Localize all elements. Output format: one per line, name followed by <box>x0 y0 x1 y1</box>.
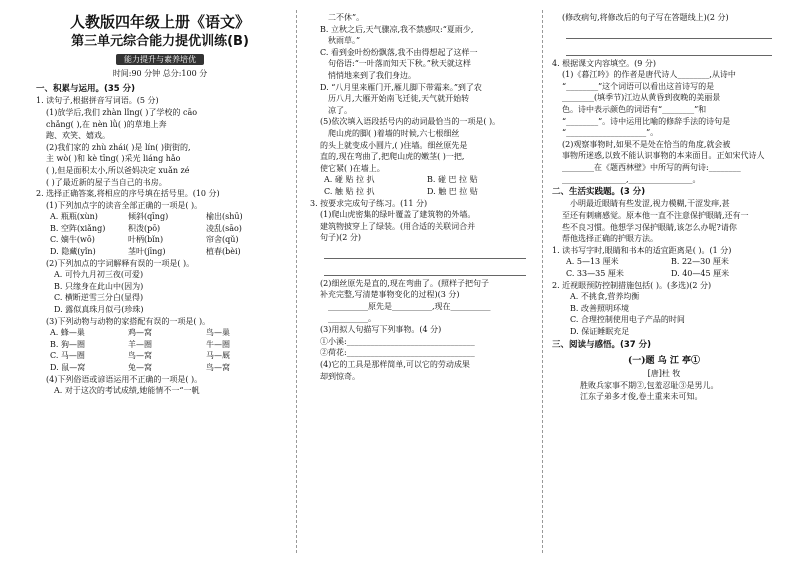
question-text: 小明最近眼睛有些发涩,视力模糊,干涩发痒,甚 <box>570 199 730 209</box>
question-text: ________________,________________。 <box>562 174 701 184</box>
column-left <box>36 12 284 397</box>
choice-option: C. 嫡牛(wō) <box>50 235 95 245</box>
question-text: (2)下列加点的字词解释有误的一项是( )。 <box>46 258 195 268</box>
choice-option: 羊—圈 <box>128 339 152 349</box>
question-text: 却到惊奇。 <box>320 371 360 381</box>
question-text: (2)细丝原先是直的,现在弯曲了。(照样子把句子 <box>320 278 489 288</box>
question-text: (3)下列动物与动物的家搭配有误的一项是( )。 <box>46 316 211 326</box>
section-heading: 一、积累与运用。(35 分) <box>36 84 136 95</box>
option-row <box>552 256 776 268</box>
question-text: “________”这个词语可以看出这首诗写的是 <box>562 81 715 91</box>
question-text: 建筑物披穿上了绿装。(用合适的关联词合并 <box>320 221 476 231</box>
choice-option: C. 马—圈 <box>50 351 85 361</box>
tag-wrap <box>36 54 284 66</box>
question-stem: 1. 读书写字时,眼睛和书本的适宜距离是( )。(1 分) <box>552 245 732 255</box>
choice-option: 鸟—窝 <box>206 363 230 372</box>
choice-option: 倾斜(qīng) <box>128 212 169 222</box>
choice-option: D. 触 巴 拉 贴 <box>427 186 478 196</box>
section-heading: 二、生活实践题。(3 分) <box>552 187 646 198</box>
answer-line[interactable] <box>566 24 772 39</box>
option-row <box>310 186 530 198</box>
question-text: C. 合理控制使用电子产品的时间 <box>570 315 685 325</box>
option-row <box>36 339 284 351</box>
question-text: (4)它的工具是那样简单,可以它的劳动成果 <box>320 360 470 370</box>
poem-title: (一)题 乌 江 亭① <box>628 355 700 366</box>
choice-option: C. 触 贴 拉 扒 <box>324 186 375 196</box>
choice-option: 兔—窝 <box>128 363 152 372</box>
question-text: A. 对于这次的考试成绩,她能情不一“一帆 <box>54 386 200 396</box>
choice-option: D. 40—45 厘米 <box>671 269 730 278</box>
question-text: (修改病句,将修改后的句子写在答题线上)(2 分) <box>562 13 729 22</box>
choice-option: 凌乱(sāo) <box>206 223 242 233</box>
question-text: __________原先是__________,现在__________ <box>328 302 491 312</box>
question-text: chǎng( ),在 nèn lǜ( )的草地上奔 <box>46 119 167 129</box>
question-text: B. 只缘身在此山中(因为) <box>54 281 144 291</box>
option-row <box>36 211 284 223</box>
question-text: “____________________”。 <box>562 128 659 138</box>
question-text: 事物所迷惑,以致不能认识事物的本来面目。正如宋代诗人 <box>562 151 765 161</box>
question-text: (1)下列加点字的读音全部正确的一项是( )。 <box>46 200 203 210</box>
answer-line[interactable] <box>324 244 526 259</box>
question-text: A. 可怜九月初三夜(可爱) <box>54 270 144 280</box>
choice-option: B. 22—30 厘米 <box>671 257 729 267</box>
question-text: (1)爬山虎密集的绿叶覆盖了建筑物的外墙。 <box>320 210 476 220</box>
choice-option: 鸟—窝 <box>128 351 152 361</box>
question-text: 至还有刺痛感觉。原本他一直不注意保护眼睛,还有一 <box>562 211 749 221</box>
question-text: C. 看到金叶纷纷飘落,我不由得想起了这样一 <box>320 47 478 57</box>
question-text: B. 改善照明环境 <box>570 303 629 313</box>
option-row <box>36 350 284 362</box>
poem-line: 胜败兵家事不期②,包羞忍耻③是男儿。 <box>580 380 719 390</box>
question-text: C. 横断逆雪三分白(显得) <box>54 293 144 303</box>
choice-option: 榆出(shū) <box>206 212 243 222</box>
question-text: (2)我们家的 zhù zhái( )是 lín( )街街的, <box>46 142 191 152</box>
question-text: (3)用拟人句描写下列事物。(4 分) <box>320 325 442 335</box>
answer-line[interactable] <box>566 41 772 56</box>
choice-option: 积泼(pō) <box>128 223 161 233</box>
option-row <box>36 246 284 258</box>
question-text: (4)下列俗语或谚语运用不正确的一项是( )。 <box>46 374 203 384</box>
choice-option: 牛—圈 <box>206 339 230 349</box>
choice-option: A. 碰 贴 拉 扒 <box>324 175 375 185</box>
choice-option: B. 空阵(xiǎng) <box>50 223 106 233</box>
question-stem: 3. 按要求完成句子练习。(11 分) <box>310 198 428 208</box>
choice-option: 鸡—窝 <box>128 328 152 338</box>
question-text: 主 wò( )和 kè tīng( )采光 liáng hǎo <box>46 154 181 164</box>
section-heading: 三、阅读与感悟。(37 分) <box>552 339 652 350</box>
option-row <box>36 234 284 246</box>
answer-line[interactable] <box>324 261 526 276</box>
question-text: 句俗语:“一叶落而知天下秋。”秋天就这样 <box>328 59 471 69</box>
question-stem: 4. 根据课文内容填空。(9 分) <box>552 58 657 68</box>
question-text: D. 露似真珠月似弓(珍珠) <box>54 305 144 315</box>
choice-option: 植春(bèi) <box>206 247 241 257</box>
poem-author: [唐]杜 牧 <box>647 368 681 378</box>
question-text: 跑、欢笑、嬉戏。 <box>46 131 110 141</box>
question-text: 爬山虎的脚( )着墙的时候,六七根细丝 <box>328 128 460 138</box>
question-text: ________(填季节)江边从黄昏到夜晚的美丽景 <box>562 93 721 103</box>
question-text: 色。诗中表示颜色的词语有“________”和 <box>562 104 707 114</box>
question-text: B. 立秋之后,天气骤凉,我不禁感叹:“夏雨少, <box>320 24 474 34</box>
question-text: 帮他选择正确的护眼方法。 <box>562 234 658 244</box>
option-row <box>36 362 284 374</box>
column-right <box>552 12 776 403</box>
column-divider <box>296 10 297 553</box>
exam-meta: 时间:90 分钟 总分:100 分 <box>112 69 208 79</box>
choice-option: B. 碰 巴 拉 贴 <box>427 175 478 185</box>
question-text: (2)观察事物时,如果不是处在恰当的角度,就会被 <box>562 139 731 149</box>
question-text: 凉了。 <box>328 105 352 115</box>
question-text: A. 不挑食,营养均衡 <box>570 292 640 302</box>
choice-option: B. 狗—圈 <box>50 339 85 349</box>
question-text: 直的,现在弯曲了,把爬山虎的嫩茎( )一把, <box>320 152 465 162</box>
option-row <box>310 174 530 186</box>
question-text: D. 保证睡眠充足 <box>570 326 630 336</box>
choice-option: D. 隐藏(yǐn) <box>50 247 96 257</box>
page-subtitle: 第三单元综合能力提优训练(B) <box>71 34 249 49</box>
question-text: 历八月,大雁开始南飞迁徙,天气就开始转 <box>328 94 470 104</box>
choice-option: 马—厩 <box>206 351 230 361</box>
question-text: ________在《题西林壁》中所写的两句诗:________ <box>562 162 741 172</box>
choice-option: A. 蜂—巢 <box>50 328 85 338</box>
column-middle <box>310 12 530 382</box>
poem-line: 江东子弟多才俊,卷土重来未可知。 <box>580 392 703 402</box>
choice-option: A. 瓶瓶(xùn) <box>50 212 98 222</box>
question-text: 的头上就变成小圆片,( )住墙。细丝原先是 <box>320 140 468 150</box>
choice-option: 叶柄(bǐn) <box>128 235 164 245</box>
question-stem: 1. 读句子,根据拼音写词语。(5 分) <box>36 96 159 106</box>
option-row <box>552 268 776 280</box>
question-text: 秋雨草。” <box>328 36 361 46</box>
choice-option: 茎叶(jīng) <box>128 247 166 257</box>
question-text: 些不良习惯。他想学习保护眼睛,该怎么办呢?请你 <box>562 222 737 232</box>
choice-option: D. 鼠—窝 <box>50 363 86 372</box>
question-text: 补充完整,写清楚事物变化的过程)(3 分) <box>320 290 460 300</box>
question-text: 使它紧( )在墙上。 <box>320 163 385 173</box>
question-stem: 2. 近视眼预防控制措施包括( )。(多选)(2 分) <box>552 280 712 290</box>
choice-option: 鸟—巢 <box>206 328 230 338</box>
question-text: “________”。诗中运用比喻的修辞手法的诗句是 <box>562 116 731 126</box>
question-text: ( ),但是面积太小,所以爸妈决定 xuǎn zé <box>46 165 190 175</box>
question-stem: 2. 选择正确答案,将相应的序号填在括号里。(10 分) <box>36 189 220 199</box>
choice-option: A. 5—13 厘米 <box>566 257 619 267</box>
option-row <box>36 327 284 339</box>
option-row <box>36 223 284 235</box>
question-text: __________。 <box>328 313 376 323</box>
question-text: 句子)(2 分) <box>320 233 361 243</box>
question-text: ①小溪:________________________________ <box>320 336 475 346</box>
question-text: (5)依次填入语段括号内的动词最恰当的一项是( )。 <box>320 117 501 127</box>
question-text: ( )了最近新的屋子当自己的书房。 <box>46 177 167 187</box>
choice-option: C. 33—35 厘米 <box>566 269 624 278</box>
page-title: 人教版四年级上册《语文》 <box>69 13 250 31</box>
choice-option: 帘舍(qǔ) <box>206 235 239 245</box>
question-text: (1)放学后,我们 zhàn lǐng( )了学校的 cāo <box>46 107 198 117</box>
column-divider <box>542 10 543 553</box>
question-text: 悄悄地来到了我们身边。 <box>328 70 416 80</box>
question-text: ②荷花:________________________________ <box>320 348 475 358</box>
question-text: D. “八月里来雁门开,雁儿脚下带霜来。”到了农 <box>320 82 482 92</box>
subtitle-tag: 能力提升与素养培优 <box>116 54 204 66</box>
question-text: 二不休”。 <box>328 13 365 22</box>
question-text: (1)《暮江吟》的作者是唐代诗人________,从诗中 <box>562 70 736 80</box>
